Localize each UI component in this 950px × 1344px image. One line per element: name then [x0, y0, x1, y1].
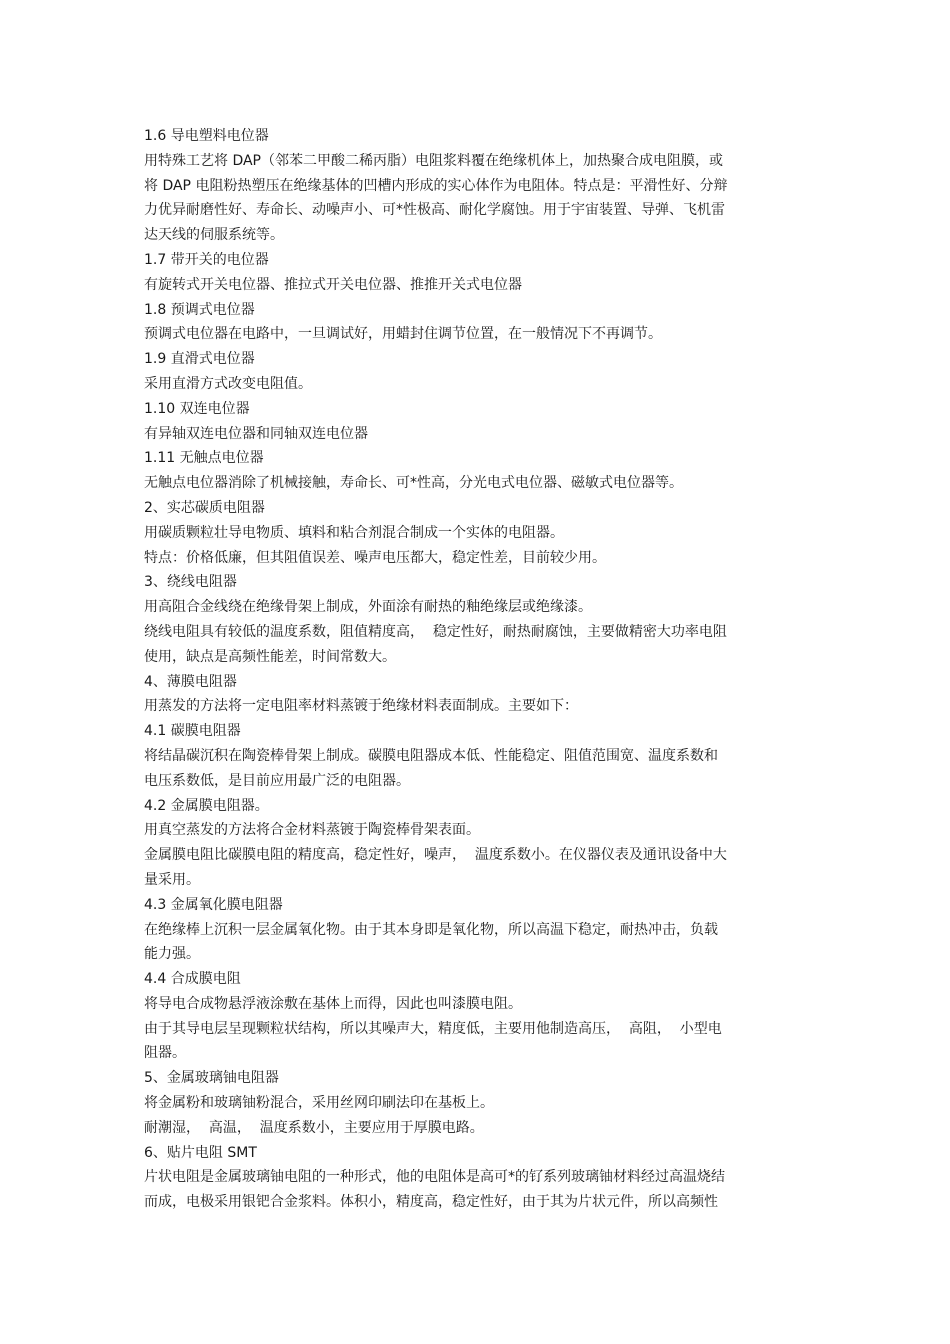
text-line: 1.6 导电塑料电位器	[144, 128, 269, 144]
text-line: 1.11 无触点电位器	[144, 450, 264, 467]
text-line: 2、实芯碳质电阻器	[144, 499, 265, 516]
text-line: 量采用。	[144, 871, 200, 888]
text-line: 无触点电位器消除了机械接触，寿命长、可*性高，分光电式电位器、磁敏式电位器等。	[144, 475, 683, 492]
document-body	[144, 124, 814, 1215]
text-line: 将金属粉和玻璃铀粉混合，采用丝网印刷法印在基板上。	[144, 1095, 494, 1112]
text-line: 用蒸发的方法将一定电阻率材料蒸镀于绝缘材料表面制成。主要如下：	[144, 698, 578, 715]
text-line: 将导电合成物悬浮液涂敷在基体上而得，因此也叫漆膜电阻。	[144, 995, 522, 1012]
text-line: 将 DAP 电阻粉热塑压在绝缘基体的凹槽内形成的实心体作为电阻体。特点是：平滑性好、分辩	[144, 177, 728, 194]
text-line: 使用，缺点是高频性能差，时间常数大。	[144, 648, 396, 665]
text-line: 采用直滑方式改变电阻值。	[144, 375, 312, 392]
text-line: 能力强。	[144, 946, 200, 963]
text-line: 预调式电位器在电路中，一旦调试好，用蜡封住调节位置，在一般情况下不再调节。	[144, 326, 662, 343]
text-line: 电压系数低，是目前应用最广泛的电阻器。	[144, 772, 410, 789]
text-line: 金属膜电阻比碳膜电阻的精度高，稳定性好，噪声， 温度系数小。在仪器仪表及通讯设备中大	[144, 847, 727, 864]
text-line: 有异轴双连电位器和同轴双连电位器	[144, 425, 368, 442]
text-line: 用高阻合金线绕在绝缘骨架上制成，外面涂有耐热的釉绝缘层或绝缘漆。	[144, 599, 592, 616]
text-line: 4.4 合成膜电阻	[144, 971, 241, 988]
text-line: 用碳质颗粒壮导电物质、填料和粘合剂混合制成一个实体的电阻器。	[144, 524, 564, 541]
text-line: 1.10 双连电位器	[144, 400, 250, 417]
text-line: 将结晶碳沉积在陶瓷棒骨架上制成。碳膜电阻器成本低、性能稳定、阻值范围宽、温度系数和	[144, 747, 718, 764]
text-line: 达天线的伺服系统等。	[144, 227, 284, 244]
text-line: 在绝缘棒上沉积一层金属氧化物。由于其本身即是氧化物，所以高温下稳定，耐热冲击，负载	[144, 921, 718, 938]
text-line: 5、金属玻璃铀电阻器	[144, 1070, 279, 1087]
text-line: 力优异耐磨性好、寿命长、动噪声小、可*性极高、耐化学腐蚀。用于宇宙装置、导弹、飞机雷	[144, 202, 725, 219]
text-line: 3、绕线电阻器	[144, 574, 237, 591]
text-line: 阻器。	[144, 1045, 186, 1062]
text-line: 片状电阻是金属玻璃铀电阻的一种形式，他的电阻体是高可*的钌系列玻璃铀材料经过高温烧结	[144, 1169, 725, 1186]
text-line: 耐潮湿， 高温， 温度系数小，主要应用于厚膜电路。	[144, 1119, 484, 1136]
text-line: 4.2 金属膜电阻器。	[144, 797, 269, 814]
text-line: 1.7 带开关的电位器	[144, 251, 269, 268]
text-line: 4.3 金属氧化膜电阻器	[144, 896, 283, 913]
text-line: 1.8 预调式电位器	[144, 301, 255, 318]
text-line: 用真空蒸发的方法将合金材料蒸镀于陶瓷棒骨架表面。	[144, 822, 480, 839]
text-line: 而成，电极采用银钯合金浆料。体积小，精度高，稳定性好，由于其为片状元件，所以高频性	[144, 1194, 718, 1211]
text-line: 有旋转式开关电位器、推拉式开关电位器、推推开关式电位器	[144, 276, 522, 293]
text-line: 用特殊工艺将 DAP（邻苯二甲酸二稀丙脂）电阻浆料覆在绝缘机体上，加热聚合成电阻膜，或	[144, 152, 724, 169]
text-line: 4、薄膜电阻器	[144, 673, 237, 690]
text-line: 由于其导电层呈现颗粒状结构，所以其噪声大，精度低，主要用他制造高压， 高阻， 小型电	[144, 1020, 722, 1037]
text-line: 特点：价格低廉，但其阻值误差、噪声电压都大，稳定性差，目前较少用。	[144, 549, 606, 566]
text-line: 1.9 直滑式电位器	[144, 351, 255, 368]
text-line: 4.1 碳膜电阻器	[144, 723, 241, 740]
text-line: 绕线电阻具有较低的温度系数，阻值精度高， 稳定性好，耐热耐腐蚀，主要做精密大功率电阻	[144, 623, 727, 640]
text-line: 6、贴片电阻 SMT	[144, 1144, 257, 1161]
